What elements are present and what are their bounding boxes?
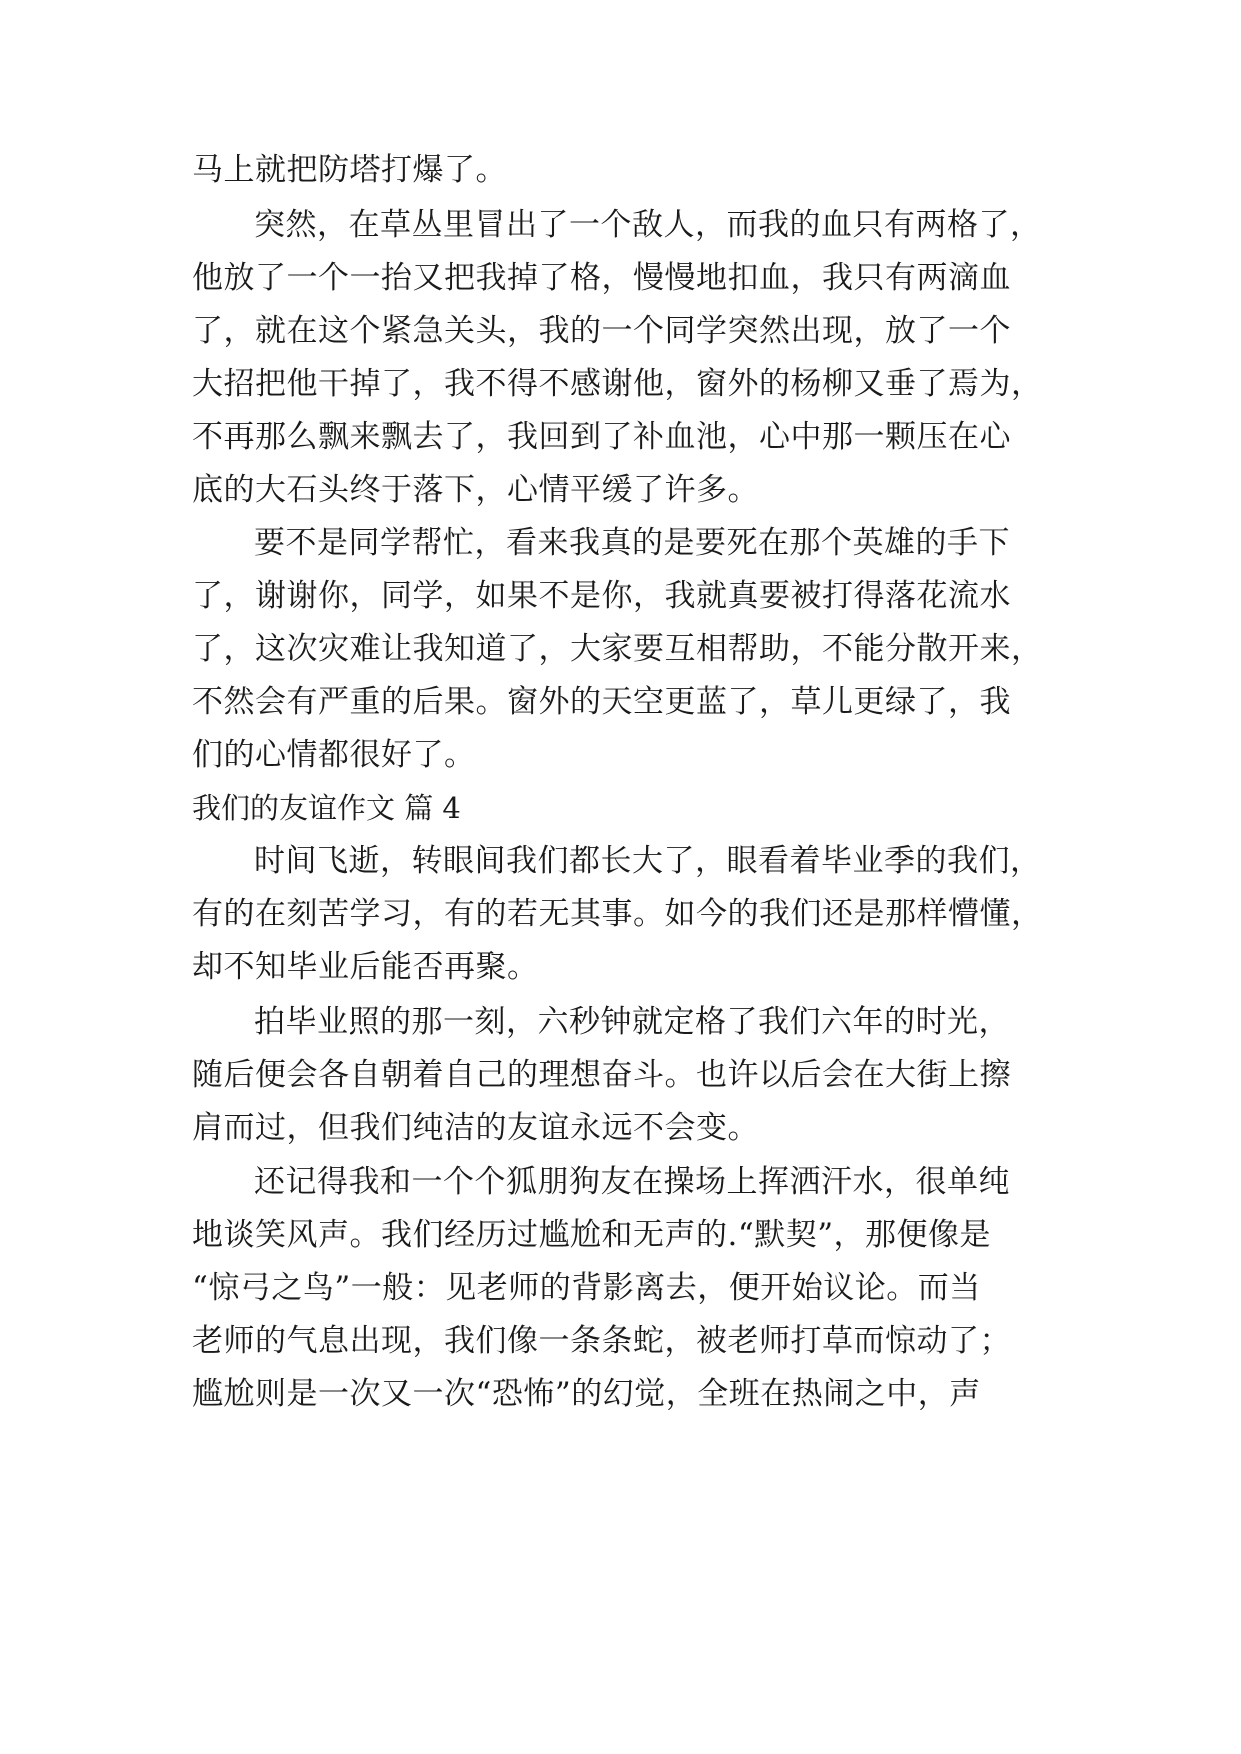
paragraph-first-line: 时间飞逝，转眼间我们都长大了，眼看着毕业季的我们， xyxy=(254,843,1042,879)
paragraph-first-line: 还记得我和一个个狐朋狗友在操场上挥洒汗水，很单纯 xyxy=(254,1164,1010,1200)
text-line: 却不知毕业后能否再聚。 xyxy=(192,949,539,985)
text-line: 尴尬则是一次又一次“恐怖”的幻觉，全班在热闹之中，声 xyxy=(192,1376,981,1412)
text-line: 肩而过，但我们纯洁的友谊永远不会变。 xyxy=(192,1110,759,1146)
text-line: 大招把他干掉了，我不得不感谢他，窗外的杨柳又垂了焉为， xyxy=(192,366,1043,402)
paragraph-first-line: 要不是同学帮忙，看来我真的是要死在那个英雄的手下 xyxy=(254,525,1010,561)
paragraph-first-line: 突然，在草丛里冒出了一个敌人，而我的血只有两格了， xyxy=(254,207,1042,243)
text-line: 了，谢谢你，同学，如果不是你，我就真要被打得落花流水 xyxy=(192,578,1011,614)
text-line: 们的心情都很好了。 xyxy=(192,737,476,773)
text-line: 随后便会各自朝着自己的理想奋斗。也许以后会在大街上擦 xyxy=(192,1057,1011,1093)
text-line: 了，这次灾难让我知道了，大家要互相帮助，不能分散开来， xyxy=(192,631,1043,667)
text-line: 地谈笑风声。我们经历过尴尬和无声的.“默契”，那便像是 xyxy=(192,1217,992,1253)
text-line: 马上就把防塔打爆了。 xyxy=(192,152,507,188)
text-line: 老师的气息出现，我们像一条条蛇，被老师打草而惊动了； xyxy=(192,1323,1011,1359)
text-line: 不再那么飘来飘去了，我回到了补血池，心中那一颗压在心 xyxy=(192,419,1011,455)
text-line: 他放了一个一抬又把我掉了格，慢慢地扣血，我只有两滴血 xyxy=(192,260,1011,296)
text-line: 了，就在这个紧急关头，我的一个同学突然出现，放了一个 xyxy=(192,313,1011,349)
text-line: “惊弓之鸟”一般：见老师的背影离去，便开始议论。而当 xyxy=(192,1270,981,1306)
section-heading: 我们的友谊作文 篇 4 xyxy=(192,791,461,825)
text-line: 底的大石头终于落下，心情平缓了许多。 xyxy=(192,472,759,508)
text-line: 有的在刻苦学习，有的若无其事。如今的我们还是那样懵懂， xyxy=(192,896,1043,932)
paragraph-first-line: 拍毕业照的那一刻，六秒钟就定格了我们六年的时光， xyxy=(254,1004,1010,1040)
text-line: 不然会有严重的后果。窗外的天空更蓝了，草儿更绿了，我 xyxy=(192,684,1011,720)
